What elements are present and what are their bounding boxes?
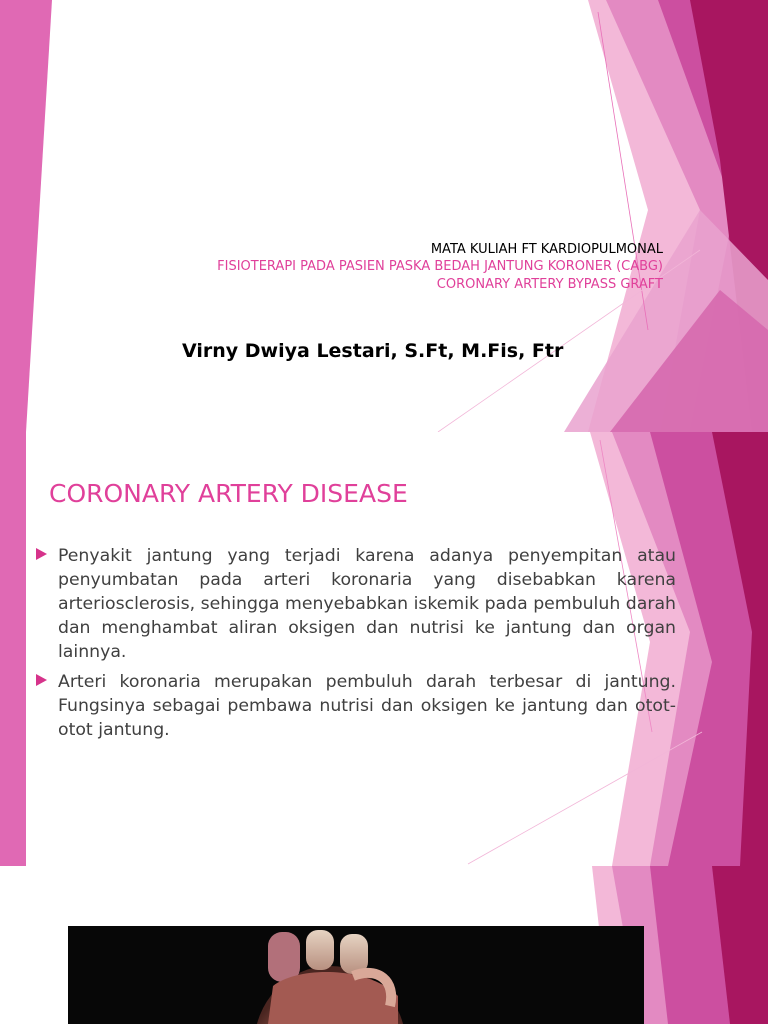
author-name: Virny Dwiya Lestari, S.Ft, M.Fis, Ftr <box>182 340 564 362</box>
presentation-title: FISIOTERAPI PADA PASIEN PASKA BEDAH JANTUNG KORONER (CABG) <box>217 259 663 274</box>
triangle-bullet-icon <box>36 674 47 686</box>
bullet-list <box>36 544 676 748</box>
slide-title <box>0 0 768 432</box>
slide-heart-image <box>0 866 768 1024</box>
heart-illustration <box>68 926 644 1024</box>
triangle-bullet-icon <box>36 548 47 560</box>
bullet-item <box>36 670 676 742</box>
heart-photo <box>68 926 644 1024</box>
slide-coronary-artery-disease <box>0 432 768 866</box>
bullet-text: Penyakit jantung yang terjadi karena adanya penyempitan atau penyumbatan pada arteri koronaria yang disebabkan karena arteriosclerosis, sehingga menyebabkan iskemik pada pembuluh darah dan menghambat aliran oksigen dan nutrisi ke jantung dan organ lainnya. <box>58 546 676 662</box>
course-name: MATA KULIAH FT KARDIOPULMONAL <box>430 242 663 257</box>
slide1-decoration <box>0 0 768 432</box>
presentation-subtitle: CORONARY ARTERY BYPASS GRAFT <box>436 277 663 292</box>
slide-title: CORONARY ARTERY DISEASE <box>49 479 408 508</box>
bullet-text: Arteri koronaria merupakan pembuluh darah terbesar di jantung. Fungsinya sebagai pembawa nutrisi dan oksigen ke jantung dan otot-otot jantung. <box>58 672 676 740</box>
bullet-item <box>36 544 676 664</box>
